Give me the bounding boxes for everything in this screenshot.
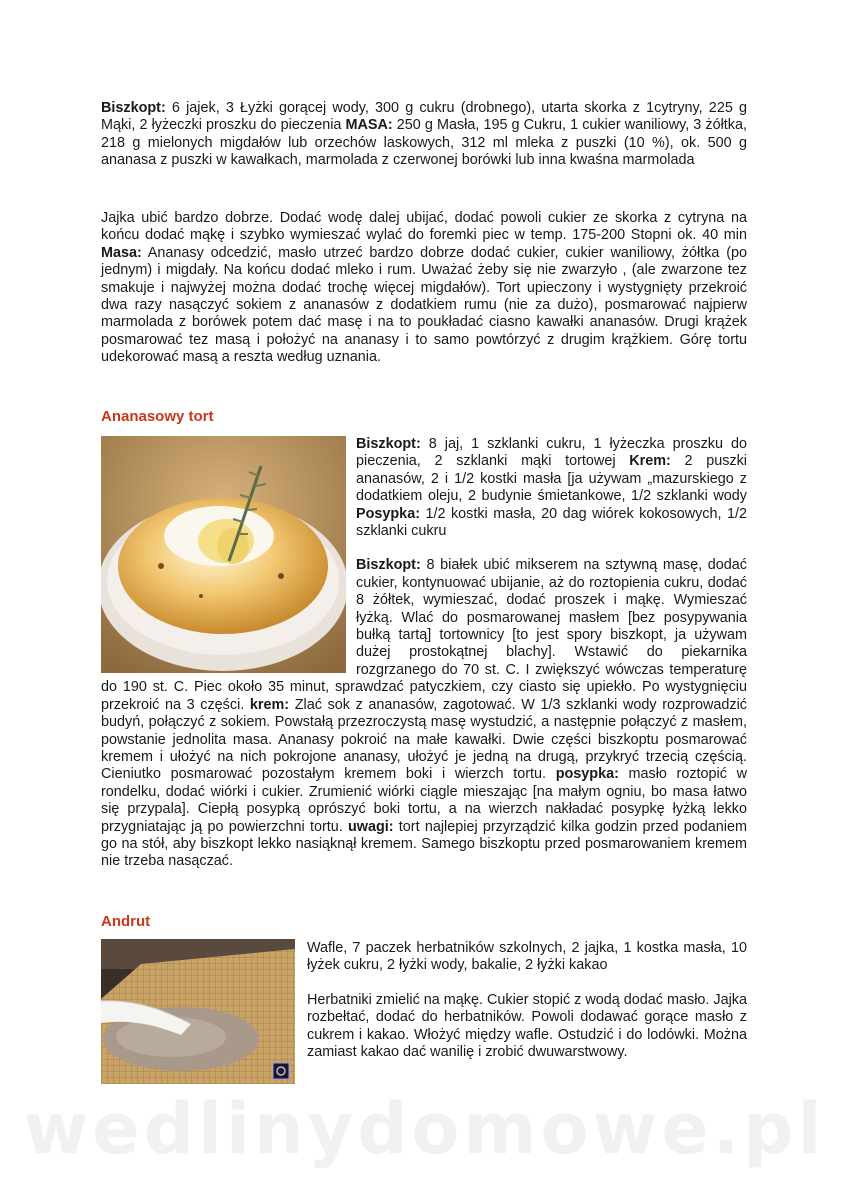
ananasowy-method-biszkopt: 8 białek ubić mikserem na sztywną masę, dodać cukier, kontynuować ubijanie, aż do roztopienia cukru, dodać 8 żółtek, wymieszać, dodać proszek i mąkę. Wymieszać łyżką. Wlać do posmarowanej masłem [bez posypywania bułką tartą] tortownicy [to jest spory biszkopt, ja używam dużej prostokątnej blachy]. Wstawić do piekarnika rozgrzanego do 70 st. C. I zwiększyć wówczas temperaturę do 190 st. C. Piec około 35 minut, sprawdzać patyczkiem, czy ciasto się upiekło. Po wystygnięciu przekroić na 3 części.	[101, 557, 747, 713]
ananasowy-label-posypka: Posypka:	[356, 505, 420, 522]
ingredients-text-biszkopt: 6 jajek, 3 Łyżki gorącej wody, 300 g cukru (drobnego), utarta skorka z 1cytryny, 225 g Mąki, 2 łyżeczki proszku do pieczenia	[101, 100, 747, 134]
method-label-masa: Masa:	[101, 244, 142, 261]
ananasowy-text-biszkopt: 8 jaj, 1 szklanki cukru, 1 łyżeczka proszku do pieczenia, 2 szklanki mąki tortowej	[356, 436, 747, 470]
ananasowy-method-label-krem: krem:	[249, 696, 290, 713]
andrut-text	[307, 940, 747, 1061]
section-heading-ananasowy-tort: Ananasowy tort	[101, 408, 214, 425]
method-text-1: Jajka ubić bardzo dobrze. Dodać wodę dalej ubijać, dodać powoli cukier ze skorka z cytryna na końcu dodać mąkę i szybko wymieszać wylać do foremki piec w temp. 175-200 Stopni ok. 40 min	[101, 210, 747, 244]
ananasowy-section	[101, 436, 747, 871]
ananasowy-label-biszkopt: Biszkopt:	[356, 436, 421, 452]
tart-photo	[101, 436, 346, 673]
ingredients-text-masa: 250 g Masła, 195 g Cukru, 1 cukier waniliowy, 3 żółtka, 218 g mielonych migdałów lub orzechów laskowych, 312 ml mleka z puszki (10 %), ok. 500 g ananasa z puszki w kawałkach, marmolada z czerwonej borówki lub inna kwaśna marmolada	[101, 117, 747, 169]
section-heading-andrut: Andrut	[101, 913, 151, 930]
ananasowy-text-posypka: 1/2 kostki masła, 20 dag wiórek kokosowych, 1/2 szklanki cukru	[356, 505, 747, 540]
intro-method	[101, 210, 747, 367]
ananasowy-text-krem: 2 puszki ananasów, 2 i 1/2 kostki masła [ja używam „mazurskiego z dodatkiem oleju, 2 budynie śmietankowe, 1/2 szklanki wody	[356, 453, 748, 505]
ananasowy-method-label-biszkopt: Biszkopt:	[356, 557, 421, 574]
watermark: wedlinydomowe.pl	[23, 1088, 826, 1170]
ananasowy-method-label-uwagi: uwagi:	[347, 818, 394, 835]
andrut-photo	[101, 939, 295, 1084]
ingredients-label-biszkopt: Biszkopt:	[101, 100, 166, 116]
andrut-ingredients: Wafle, 7 paczek herbatników szkolnych, 2 jajka, 1 kostka masła, 10 łyżek cukru, 2 łyżki wody, bakalie, 2 łyżki kakao	[307, 940, 747, 974]
ananasowy-method-krem: Zlać sok z ananasów, zagotować. W 1/3 szklanki wody rozprowadzić budyń, połączyć z sokiem. Powstałą przezroczystą masę wystudzić, a następnie połączyć z masłem, powstanie jednolita masa. Ananasy pokroić na małe kawałki. Dwie części biszkoptu posmarować kremem i ułożyć na nich pokrojone ananasy, ułożyć je jedną na drugą, przykryć trzecią częścią. Cieniutko posmarować pozostałym kremem boki i wierzch tortu.	[101, 696, 747, 783]
ananasowy-label-krem: Krem:	[629, 453, 671, 470]
ananasowy-method-uwagi: tort najlepiej przyrządzić kilka godzin przed podaniem go na stół, aby biszkopt lekko nasiąknął kremem. Samego biszkoptu przed posmarowaniem kremem nie trzeba nasączać.	[101, 818, 747, 870]
intro-ingredients	[101, 100, 747, 170]
method-text-2: Ananasy odcedzić, masło utrzeć bardzo dobrze dodać cukier, cukier waniliowy, żółtka (po jednym) i migdały. Na końcu dodać mleko i rum. Uważać żeby się nie zwarzyło , (ale zwarzone tez smakuje i najwyżej można dodać trochę więcej migdałów). Tort upieczony i wystygnięty przekroić dwa razy nasączyć sokiem z ananasów z dodatkiem rumu (nie za dużo), posmarować najpierw marmolada z borówek potem dać masę i na to poukładać ciasno kawałki ananasów. Drugi krążek posmarować tez masą i położyć na ananasy i to samo powtórzyć z drugim krążkiem. Górę tortu udekorować masą a reszta według uznania.	[101, 244, 747, 366]
andrut-method: Herbatniki zmielić na mąkę. Cukier stopić z wodą dodać masło. Jajka rozbełtać, dodać do herbatników. Powoli dodawać gorące masło z cukrem i kakao. Włożyć między wafle. Ostudzić i do lodówki. Można zamiast kakao dać wanilię i zrobić dwuwarstwowy.	[307, 991, 747, 1061]
ingredients-label-masa: MASA:	[345, 117, 393, 134]
ananasowy-method-posypka: masło roztopić w rondelku, dodać wiórki i cukier. Zrumienić wiórki ciągle mieszając [na małym ogniu, bo masa łatwo się przypala]. Ciepłą posypką oprószyć boki tortu, a na wierzch nakładać posypkę łyżką lekko przygniatając ją po powierzchni tortu.	[101, 766, 747, 835]
ananasowy-method-label-posypka: posypka:	[555, 766, 619, 783]
